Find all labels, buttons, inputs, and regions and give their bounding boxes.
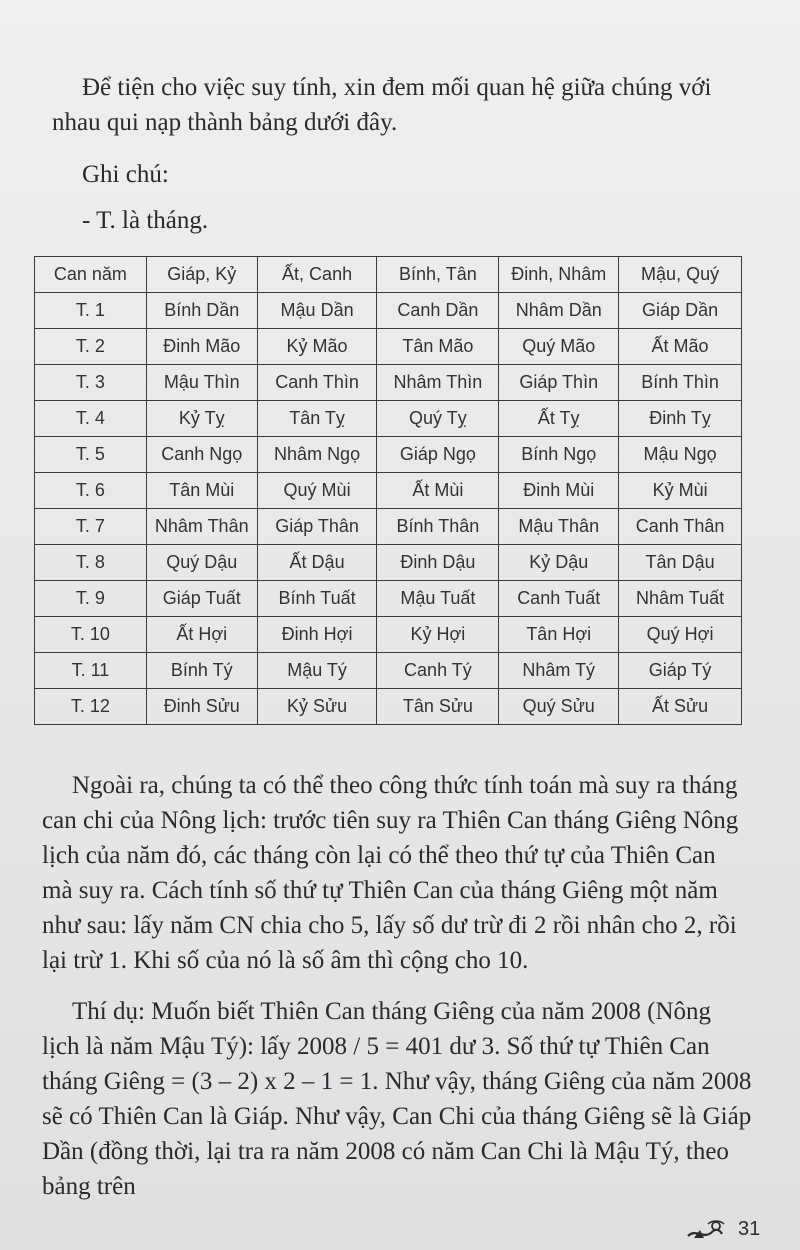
table-cell: Bính Thìn [619, 365, 742, 401]
table-cell: Tân Hợi [499, 617, 619, 653]
table-cell: Kỷ Mùi [619, 473, 742, 509]
table-header-cell: Mậu, Quý [619, 257, 742, 293]
table-cell: Canh Dần [377, 293, 499, 329]
table-cell: Nhâm Ngọ [257, 437, 377, 473]
table-cell: Mậu Thìn [146, 365, 257, 401]
table-row [35, 653, 742, 689]
table-cell: Bính Ngọ [499, 437, 619, 473]
table-cell: Ất Tỵ [499, 401, 619, 437]
formula-paragraph: Ngoài ra, chúng ta có thể theo công thức tính toán mà suy ra tháng can chi của Nông lịch: trước tiên suy ra Thiên Can tháng Giêng Nông lịch của năm đó, các tháng còn lại có thể theo thứ tự của Thiên Can mà suy ra. Cách tính số thứ tự Thiên Can của tháng Giêng một năm như sau: lấy năm CN chia cho 5, lấy số dư trừ đi 2 rồi nhân cho 2, rồi lại trừ 1. Khi số của nó là số âm thì cộng cho 10. [42, 772, 739, 974]
can-chi-month-table [34, 256, 742, 725]
table-cell: Đinh Mùi [499, 473, 619, 509]
table-row [35, 365, 742, 401]
table-cell: Tân Tỵ [257, 401, 377, 437]
table-cell: Ất Mùi [377, 473, 499, 509]
table-row [35, 401, 742, 437]
table-cell: Quý Tỵ [377, 401, 499, 437]
month-label-cell: T. 9 [35, 581, 147, 617]
table-cell: Tân Sửu [377, 689, 499, 725]
month-label-cell: T. 10 [35, 617, 147, 653]
page-ornament-icon [686, 1218, 734, 1242]
intro-paragraph: Để tiện cho việc suy tính, xin đem mối quan hệ giữa chúng với nhau qui nạp thành bảng dưới đây. [52, 74, 712, 136]
table-row [35, 293, 742, 329]
table-cell: Bính Dần [146, 293, 257, 329]
table-cell: Mậu Ngọ [619, 437, 742, 473]
table-row [35, 689, 742, 725]
table-cell: Ất Hợi [146, 617, 257, 653]
table-cell: Canh Thân [619, 509, 742, 545]
table-row [35, 473, 742, 509]
table-cell: Quý Mão [499, 329, 619, 365]
table-cell: Ất Mão [619, 329, 742, 365]
table-cell: Mậu Tý [257, 653, 377, 689]
table-cell: Đinh Hợi [257, 617, 377, 653]
table-header-row [35, 257, 742, 293]
month-label-cell: T. 4 [35, 401, 147, 437]
month-label-cell: T. 12 [35, 689, 147, 725]
table-cell: Tân Dậu [619, 545, 742, 581]
table-row [35, 509, 742, 545]
table-cell: Đinh Sửu [146, 689, 257, 725]
table-cell: Nhâm Thân [146, 509, 257, 545]
table-cell: Nhâm Tuất [619, 581, 742, 617]
table-cell: Bính Thân [377, 509, 499, 545]
table-cell: Mậu Dần [257, 293, 377, 329]
table-cell: Kỷ Mão [257, 329, 377, 365]
table-cell: Đinh Mão [146, 329, 257, 365]
table-row [35, 329, 742, 365]
table-body [35, 257, 742, 725]
table-header-cell: Can năm [35, 257, 147, 293]
table-cell: Canh Ngọ [146, 437, 257, 473]
table-cell: Tân Mùi [146, 473, 257, 509]
table-cell: Giáp Ngọ [377, 437, 499, 473]
table-cell: Nhâm Thìn [377, 365, 499, 401]
month-label-cell: T. 7 [35, 509, 147, 545]
month-label-cell: T. 11 [35, 653, 147, 689]
month-label-cell: T. 6 [35, 473, 147, 509]
table-cell: Ất Sửu [619, 689, 742, 725]
table-cell: Quý Mùi [257, 473, 377, 509]
table-row [35, 437, 742, 473]
note-text: - T. là tháng. [82, 207, 209, 234]
table-cell: Giáp Tuất [146, 581, 257, 617]
table-cell: Bính Tuất [257, 581, 377, 617]
table-cell: Giáp Tý [619, 653, 742, 689]
table-cell: Kỷ Hợi [377, 617, 499, 653]
month-label-cell: T. 2 [35, 329, 147, 365]
table-cell: Kỷ Tỵ [146, 401, 257, 437]
table-header-cell: Bính, Tân [377, 257, 499, 293]
table-row [35, 545, 742, 581]
month-label-cell: T. 8 [35, 545, 147, 581]
table-row [35, 617, 742, 653]
table-cell: Mậu Tuất [377, 581, 499, 617]
table-header-cell: Ất, Canh [257, 257, 377, 293]
table-cell: Nhâm Dần [499, 293, 619, 329]
table-cell: Bính Tý [146, 653, 257, 689]
table-cell: Canh Thìn [257, 365, 377, 401]
month-label-cell: T. 5 [35, 437, 147, 473]
table-cell: Giáp Thân [257, 509, 377, 545]
table-cell: Ất Dậu [257, 545, 377, 581]
table-cell: Nhâm Tý [499, 653, 619, 689]
table-header-cell: Đinh, Nhâm [499, 257, 619, 293]
table-cell: Giáp Dần [619, 293, 742, 329]
table-cell: Tân Mão [377, 329, 499, 365]
table-cell: Mậu Thân [499, 509, 619, 545]
table-cell: Quý Sửu [499, 689, 619, 725]
table-cell: Đinh Dậu [377, 545, 499, 581]
table-cell: Kỷ Sửu [257, 689, 377, 725]
table-header-cell: Giáp, Kỷ [146, 257, 257, 293]
note-label: Ghi chú: [82, 161, 169, 188]
table-cell: Canh Tý [377, 653, 499, 689]
table-cell: Quý Hợi [619, 617, 742, 653]
table-cell: Đinh Tỵ [619, 401, 742, 437]
month-label-cell: T. 1 [35, 293, 147, 329]
month-label-cell: T. 3 [35, 365, 147, 401]
table-cell: Quý Dậu [146, 545, 257, 581]
page-number: 31 [738, 1218, 761, 1240]
table-row [35, 581, 742, 617]
table-cell: Kỷ Dậu [499, 545, 619, 581]
example-paragraph: Thí dụ: Muốn biết Thiên Can tháng Giêng của năm 2008 (Nông lịch là năm Mậu Tý): lấy 2008 / 5 = 401 dư 3. Số thứ tự Thiên Can tháng Giêng = (3 – 2) x 2 – 1 = 1. Như vậy, tháng Giêng của năm 2008 sẽ có Thiên Can là Giáp. Như vậy, Can Chi của tháng Giêng sẽ là Giáp Dần (đồng thời, lại tra ra năm 2008 có năm Can Chi là Mậu Tý, theo bảng trên [42, 998, 752, 1200]
table-cell: Giáp Thìn [499, 365, 619, 401]
table-cell: Canh Tuất [499, 581, 619, 617]
